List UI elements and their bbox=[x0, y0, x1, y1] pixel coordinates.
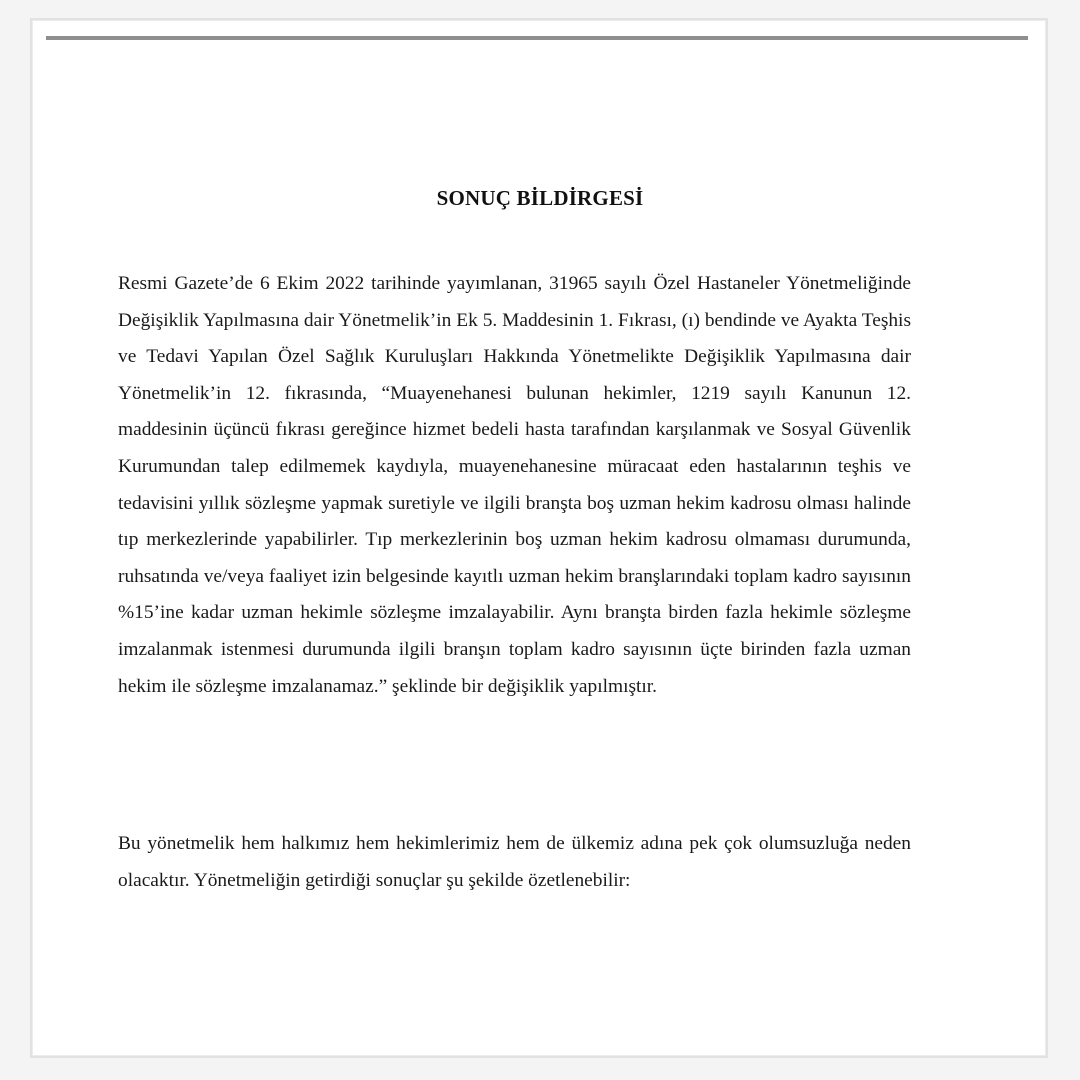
paragraph-1: Resmi Gazete’de 6 Ekim 2022 tarihinde yayımlanan, 31965 sayılı Özel Hastaneler Yönetmeliğinde Değişiklik Yapılmasına dair Yönetmelik’in Ek 5. Maddesinin 1. Fıkrası, (ı) bendinde ve Ayakta Teşhis ve Tedavi Yapılan Özel Sağlık Kuruluşları Hakkında Yönetmelikte Değişiklik Yapılmasına dair Yönetmelik’in 12. fıkrasında, “Muayenehanesi bulunan hekimler, 1219 sayılı Kanunun 12. maddesinin üçüncü fıkrası gereğince hizmet bedeli hasta tarafından karşılanmak ve Sosyal Güvenlik Kurumundan talep edilmemek kaydıyla, muayenehanesine müracaat eden hastalarının teşhis ve tedavisini yıllık sözleşme yapmak suretiyle ve ilgili branşta boş uzman hekim kadrosu olması halinde tıp merkezlerinde yapabilirler. Tıp merkezlerinin boş uzman hekim kadrosu olmaması durumunda, ruhsatında ve/veya faaliyet izin belgesinde kayıtlı uzman hekim branşlarındaki toplam kadro sayısının %15’ine kadar uzman hekimle sözleşme imzalayabilir. Aynı branşta birden fazla hekimle sözleşme imzalanmak istenmesi durumunda ilgili branşın toplam kadro sayısının üçte birinden fazla uzman hekim ile sözleşme imzalanamaz.” şeklinde bir değişiklik yapılmıştır. bbox=[118, 273, 911, 697]
document-title: SONUÇ BİLDİRGESİ bbox=[436, 186, 644, 210]
paragraph-2: Bu yönetmelik hem halkımız hem hekimlerimiz hem de ülkemiz adına pek çok olumsuzluğa neden olacaktır. Yönetmeliğin getirdiği sonuçlar şu şekilde özetlenebilir: bbox=[118, 833, 911, 891]
